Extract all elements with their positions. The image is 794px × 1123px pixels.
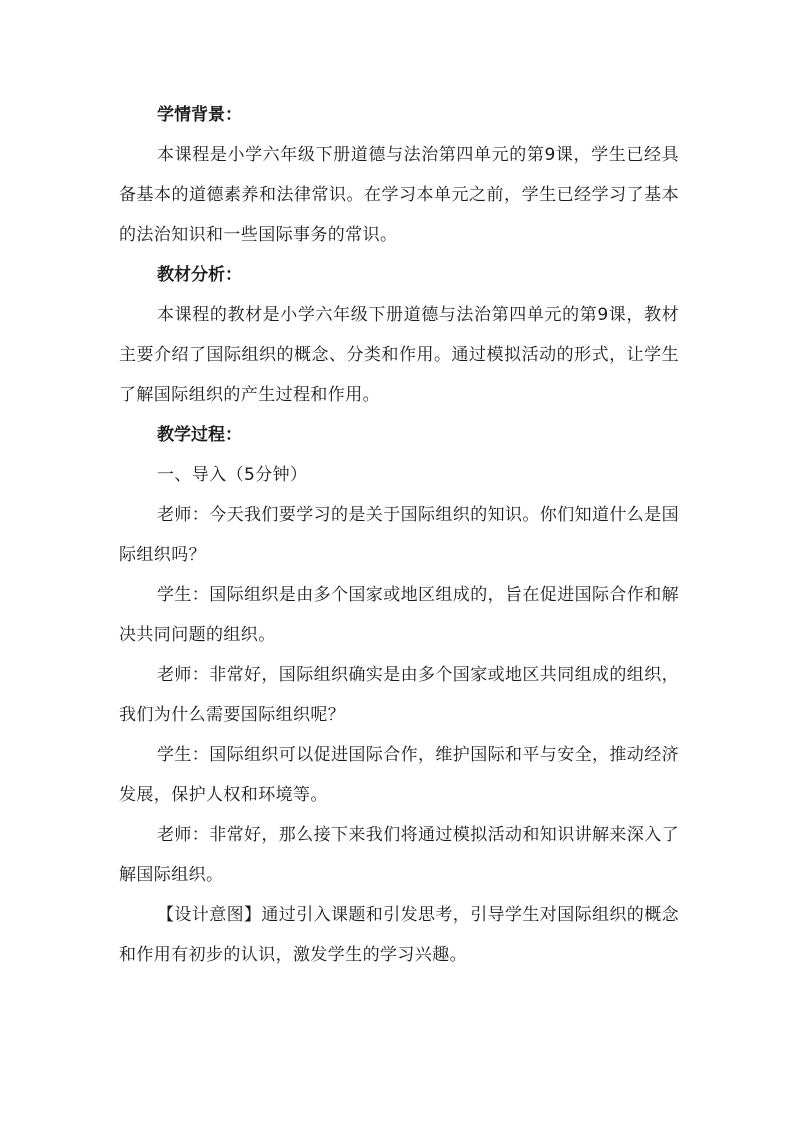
section-heading-material: 教材分析： — [157, 265, 242, 285]
design-intent-paragraph: 【设计意图】通过引入课题和引发思考，引导学生对国际组织的概念和作用有初步的认识，激发学生的学习兴趣。 — [119, 905, 679, 965]
section-heading-background: 学情背景： — [157, 105, 242, 125]
dialogue-line: 学生：国际组织是由多个国家或地区组成的，旨在促进国际合作和解决共同问题的组织。 — [119, 585, 679, 645]
dialogue-line: 老师：非常好，国际组织确实是由多个国家或地区共同组成的组织，我们为什么需要国际组织呢？ — [119, 665, 679, 725]
paragraph-material: 本课程的教材是小学六年级下册道德与法治第四单元的第9课，教材主要介绍了国际组织的概念、分类和作用。通过模拟活动的形式，让学生了解国际组织的产生过程和作用。 — [119, 305, 679, 405]
dialogue-line: 老师：今天我们要学习的是关于国际组织的知识。你们知道什么是国际组织吗？ — [119, 505, 679, 565]
document-body — [119, 95, 679, 975]
section-heading-process: 教学过程： — [157, 425, 242, 445]
step-title-intro: 一、导入（5分钟） — [157, 465, 308, 485]
dialogue-line: 老师：非常好，那么接下来我们将通过模拟活动和知识讲解来深入了解国际组织。 — [119, 825, 679, 885]
dialogue-line: 学生：国际组织可以促进国际合作，维护国际和平与安全，推动经济发展，保护人权和环境等。 — [119, 745, 679, 805]
paragraph-background: 本课程是小学六年级下册道德与法治第四单元的第9课，学生已经具备基本的道德素养和法律常识。在学习本单元之前，学生已经学习了基本的法治知识和一些国际事务的常识。 — [119, 145, 679, 245]
